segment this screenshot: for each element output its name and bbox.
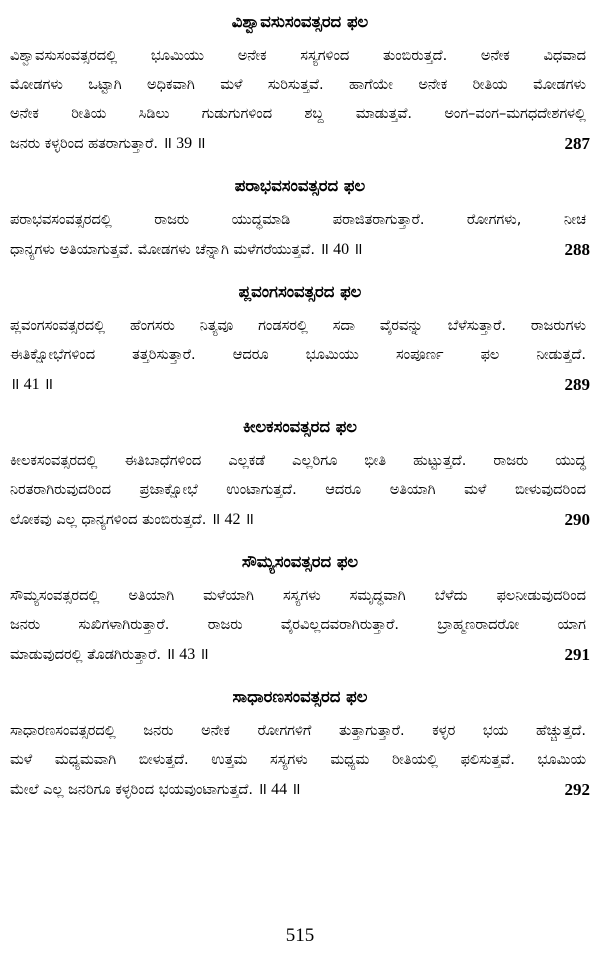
line-text: ಮೋಡಗಳು ಒಟ್ಟಾಗಿ ಅಧಿಕವಾಗಿ ಮಳೆ ಸುರಿಸುತ್ತವೆ. ಹಾಗೆಯೇ ಅನೇಕ ರೀತಿಯ ಮೋಡಗಳು [10, 77, 586, 93]
sections-container [10, 8, 590, 804]
section [10, 278, 590, 399]
section-heading: ಸೌಮ್ಯಸಂವತ್ಸರದ ಫಲ [241, 552, 359, 571]
text-line [10, 746, 590, 775]
text-line [10, 341, 590, 370]
section-heading: ಪರಾಭವಸಂವತ್ಸರದ ಫಲ [234, 176, 366, 195]
text-line [10, 42, 590, 71]
line-text: ಪ್ಲವಂಗಸಂವತ್ಸರದಲ್ಲಿ ಹೆಂಗಸರು ನಿತ್ಯವೂ ಗಂಡಸರಲ್ಲಿ ಸದಾ ವೈರವನ್ನು ಬೆಳೆಸುತ್ತಾರೆ. ರಾಜರುಗಳು [10, 318, 586, 334]
line-text: ಲೋಕವು ಎಲ್ಲ ಧಾನ್ಯಗಳಿಂದ ತುಂಬಿರುತ್ತದೆ. [10, 512, 207, 528]
section [10, 172, 590, 264]
line-text: ಜನರು ಕಳ್ಳರಿಂದ ಹತರಾಗುತ್ತಾರೆ. [10, 136, 158, 152]
section-heading: ಕೀಲಕಸಂವತ್ಸರದ ಫಲ [243, 417, 357, 436]
text-line [10, 312, 590, 341]
line-text: ಈತಿಕ್ಷೋಭೆಗಳಿಂದ ತತ್ತರಿಸುತ್ತಾರೆ. ಆದರೂ ಭೂಮಿಯು ಸಂಪೂರ್ಣ ಫಲ ನೀಡುತ್ತದೆ. [10, 347, 586, 363]
verse-number: ॥ 40 ॥ [319, 241, 363, 258]
text-line [10, 476, 590, 505]
section-heading: ವಿಶ್ವಾವಸುಸಂವತ್ಸರದ ಫಲ [231, 12, 369, 31]
verse-number: ॥ 39 ॥ [162, 135, 206, 152]
page-number: 515 [285, 925, 315, 946]
verse-number: ॥ 41 ॥ [10, 376, 54, 393]
line-text: ಮೇಲೆ ಎಲ್ಲ ಜನರಿಗೂ ಕಳ್ಳರಿಂದ ಭಯವುಂಟಾಗುತ್ತದೆ. [10, 782, 253, 798]
line-text: ಜನರು ಸುಖಿಗಳಾಗಿರುತ್ತಾರೆ. ರಾಜರು ವೈರವಿಲ್ಲದವರಾಗಿರುತ್ತಾರೆ. ಬ್ರಾಹ್ಮಣರಾದರೋ ಯಾಗ [10, 617, 586, 633]
text-line [10, 775, 590, 804]
text-line [10, 505, 590, 534]
section-paragraph [10, 312, 590, 399]
section-paragraph [10, 447, 590, 534]
text-line [10, 71, 590, 100]
section-heading: ಪ್ಲವಂಗಸಂವತ್ಸರದ ಫಲ [238, 282, 362, 301]
section [10, 548, 590, 669]
text-line [10, 370, 590, 399]
line-number: 288 [564, 240, 590, 259]
line-text: ಸೌಮ್ಯಸಂವತ್ಸರದಲ್ಲಿ ಅತಿಯಾಗಿ ಮಳೆಯಾಗಿ ಸಸ್ಯಗಳು ಸಮೃದ್ಧವಾಗಿ ಬೆಳೆದು ಫಲನೀಡುವುದರಿಂದ [10, 588, 586, 604]
verse-number: ॥ 42 ॥ [210, 511, 255, 528]
line-text: ಅನೇಕ ರೀತಿಯ ಸಿಡಿಲು ಗುಡುಗುಗಳಿಂದ ಶಬ್ದ ಮಾಡುತ್ತವೆ. ಅಂಗ–ವಂಗ–ಮಗಧದೇಶಗಳಲ್ಲಿ [10, 106, 586, 122]
line-text: ಪರಾಭವಸಂವತ್ಸರದಲ್ಲಿ ರಾಜರು ಯುದ್ಧಮಾಡಿ ಪರಾಜಿತರಾಗುತ್ತಾರೆ. ರೋಗಗಳು, ನೀಚ [10, 212, 586, 228]
text-line [10, 206, 590, 235]
text-line [10, 640, 590, 669]
section-paragraph [10, 717, 590, 804]
verse-number: ॥ 44 ॥ [257, 781, 301, 798]
section-paragraph [10, 42, 590, 158]
line-text: ಸಾಧಾರಣಸಂವತ್ಸರದಲ್ಲಿ ಜನರು ಅನೇಕ ರೋಗಗಳಿಗೆ ತುತ್ತಾಗುತ್ತಾರೆ. ಕಳ್ಳರ ಭಯ ಹೆಚ್ಚುತ್ತದೆ. [10, 723, 586, 739]
text-line [10, 129, 590, 158]
text-line [10, 582, 590, 611]
section [10, 683, 590, 804]
line-number: 292 [564, 780, 590, 799]
text-line [10, 611, 590, 640]
line-text: ವಿಶ್ವಾವಸುಸಂವತ್ಸರದಲ್ಲಿ ಭೂಮಿಯು ಅನೇಕ ಸಸ್ಯಗಳಿಂದ ತುಂಬಿರುತ್ತದೆ. ಅನೇಕ ವಿಧವಾದ [10, 48, 586, 64]
section [10, 413, 590, 534]
line-text: ಧಾನ್ಯಗಳು ಅತಿಯಾಗುತ್ತವೆ. ಮೋಡಗಳು ಚೆನ್ನಾಗಿ ಮಳೆಗರೆಯುತ್ತವೆ. [10, 242, 315, 258]
section [10, 8, 590, 158]
line-number: 287 [564, 134, 590, 153]
text-line [10, 447, 590, 476]
text-line [10, 235, 590, 264]
text-line [10, 100, 590, 129]
line-text: ನಿರತರಾಗಿರುವುದರಿಂದ ಪ್ರಜಾಕ್ಷೋಭೆ ಉಂಟಾಗುತ್ತದೆ. ಆದರೂ ಅತಿಯಾಗಿ ಮಳೆ ಬೀಳುವುದರಿಂದ [10, 482, 586, 498]
line-text: ಮಾಡುವುದರಲ್ಲಿ ತೊಡಗಿರುತ್ತಾರೆ. [10, 647, 162, 663]
line-number: 289 [564, 375, 590, 394]
line-number: 291 [564, 645, 590, 664]
section-heading: ಸಾಧಾರಣಸಂವತ್ಸರದ ಫಲ [232, 687, 368, 706]
line-text: ಕೀಲಕಸಂವತ್ಸರದಲ್ಲಿ ಈತಿಬಾಧೆಗಳಿಂದ ಎಲ್ಲಕಡೆ ಎಲ್ಲರಿಗೂ ಭೀತಿ ಹುಟ್ಟುತ್ತದೆ. ರಾಜರು ಯುದ್ಧ [10, 453, 586, 469]
line-number: 290 [564, 510, 590, 529]
text-line [10, 717, 590, 746]
section-paragraph [10, 582, 590, 669]
line-text: ಮಳೆ ಮಧ್ಯಮವಾಗಿ ಬೀಳುತ್ತದೆ. ಉತ್ತಮ ಸಸ್ಯಗಳು ಮಧ್ಯಮ ರೀತಿಯಲ್ಲಿ ಫಲಿಸುತ್ತವೆ. ಭೂಮಿಯ [10, 752, 586, 768]
section-paragraph [10, 206, 590, 264]
verse-number: ॥ 43 ॥ [165, 646, 209, 663]
